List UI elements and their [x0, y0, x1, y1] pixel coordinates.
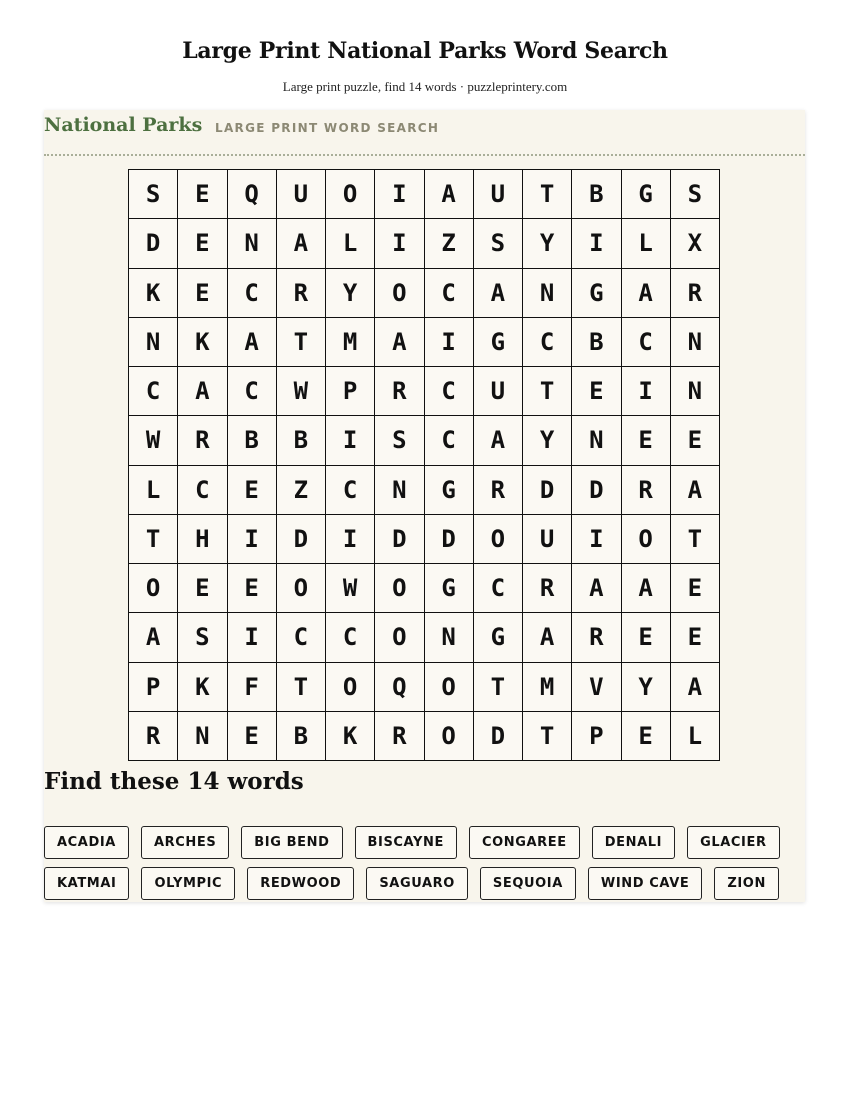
- grid-cell[interactable]: T: [523, 712, 572, 761]
- grid-cell[interactable]: G: [425, 466, 474, 515]
- grid-cell[interactable]: P: [572, 712, 621, 761]
- grid-cell[interactable]: A: [277, 219, 326, 268]
- grid-cell[interactable]: L: [129, 466, 178, 515]
- grid-cell[interactable]: E: [228, 466, 277, 515]
- grid-cell[interactable]: D: [572, 466, 621, 515]
- card-header: [44, 110, 805, 156]
- grid-cell[interactable]: B: [572, 170, 621, 219]
- grid-cell[interactable]: A: [523, 613, 572, 662]
- grid-cell[interactable]: R: [474, 466, 523, 515]
- grid-cell[interactable]: C: [474, 564, 523, 613]
- grid-cell[interactable]: O: [129, 564, 178, 613]
- grid-cell[interactable]: I: [228, 613, 277, 662]
- grid-cell[interactable]: T: [129, 515, 178, 564]
- grid-cell[interactable]: R: [178, 416, 227, 465]
- grid-cell[interactable]: Y: [326, 269, 375, 318]
- grid-cell[interactable]: S: [671, 170, 720, 219]
- word-chip: KATMAI: [44, 867, 129, 900]
- page-subtitle: Large print puzzle, find 14 words · puzzleprintery.com: [282, 79, 568, 94]
- grid-cell[interactable]: K: [129, 269, 178, 318]
- word-chip: WIND CAVE: [588, 867, 702, 900]
- word-row: [44, 867, 805, 900]
- grid-cell[interactable]: S: [178, 613, 227, 662]
- word-chip: REDWOOD: [247, 867, 354, 900]
- grid-cell[interactable]: P: [326, 367, 375, 416]
- grid-cell[interactable]: C: [228, 367, 277, 416]
- grid-cell[interactable]: E: [671, 564, 720, 613]
- grid-cell[interactable]: R: [129, 712, 178, 761]
- grid-cell[interactable]: L: [622, 219, 671, 268]
- word-chip: DENALI: [592, 826, 675, 859]
- grid-cell[interactable]: K: [326, 712, 375, 761]
- grid-cell[interactable]: I: [326, 416, 375, 465]
- grid-cell[interactable]: Z: [277, 466, 326, 515]
- grid-cell[interactable]: D: [375, 515, 424, 564]
- grid-cell[interactable]: I: [425, 318, 474, 367]
- grid-cell[interactable]: A: [474, 269, 523, 318]
- grid-cell[interactable]: G: [474, 318, 523, 367]
- grid-cell[interactable]: N: [178, 712, 227, 761]
- grid-cell[interactable]: N: [523, 269, 572, 318]
- grid-cell[interactable]: C: [129, 367, 178, 416]
- grid-cell[interactable]: C: [178, 466, 227, 515]
- grid-cell[interactable]: G: [622, 170, 671, 219]
- grid-cell[interactable]: G: [425, 564, 474, 613]
- grid-cell[interactable]: T: [523, 367, 572, 416]
- grid-cell[interactable]: I: [375, 219, 424, 268]
- grid-cell[interactable]: B: [277, 712, 326, 761]
- grid-cell[interactable]: A: [622, 269, 671, 318]
- grid-cell[interactable]: O: [326, 663, 375, 712]
- grid-cell[interactable]: O: [375, 613, 424, 662]
- grid-cell[interactable]: N: [129, 318, 178, 367]
- grid-cell[interactable]: O: [622, 515, 671, 564]
- page-title: Large Print National Parks Word Search: [182, 38, 668, 64]
- grid-cell[interactable]: N: [572, 416, 621, 465]
- grid-cell[interactable]: E: [622, 712, 671, 761]
- grid-cell[interactable]: X: [671, 219, 720, 268]
- grid-cell[interactable]: E: [622, 416, 671, 465]
- word-row: [44, 826, 805, 859]
- grid-cell[interactable]: W: [326, 564, 375, 613]
- grid-cell[interactable]: G: [572, 269, 621, 318]
- grid-cell[interactable]: S: [375, 416, 424, 465]
- grid-cell[interactable]: D: [523, 466, 572, 515]
- grid-cell[interactable]: A: [375, 318, 424, 367]
- grid-cell[interactable]: E: [178, 269, 227, 318]
- grid-cell[interactable]: A: [474, 416, 523, 465]
- grid-cell[interactable]: T: [474, 663, 523, 712]
- grid-cell[interactable]: C: [622, 318, 671, 367]
- word-chip: SEQUOIA: [480, 867, 576, 900]
- grid-cell[interactable]: E: [178, 219, 227, 268]
- grid-cell[interactable]: R: [671, 269, 720, 318]
- grid-cell[interactable]: U: [474, 170, 523, 219]
- grid-cell[interactable]: F: [228, 663, 277, 712]
- grid-cell[interactable]: M: [523, 663, 572, 712]
- grid-cell[interactable]: C: [277, 613, 326, 662]
- grid-cell[interactable]: I: [622, 367, 671, 416]
- grid-cell[interactable]: A: [671, 663, 720, 712]
- grid-cell[interactable]: S: [129, 170, 178, 219]
- puzzle-card: [44, 110, 805, 902]
- grid-cell[interactable]: T: [277, 663, 326, 712]
- grid-cell[interactable]: Z: [425, 219, 474, 268]
- grid-cell[interactable]: Q: [228, 170, 277, 219]
- grid-cell[interactable]: N: [671, 367, 720, 416]
- word-chip: BIG BEND: [241, 826, 342, 859]
- grid-cell[interactable]: O: [277, 564, 326, 613]
- grid-cell[interactable]: W: [277, 367, 326, 416]
- grid-cell[interactable]: A: [572, 564, 621, 613]
- grid-cell[interactable]: T: [523, 170, 572, 219]
- word-chip: SAGUARO: [366, 867, 468, 900]
- grid-cell[interactable]: R: [523, 564, 572, 613]
- grid-cell[interactable]: K: [178, 318, 227, 367]
- grid-cell[interactable]: I: [572, 219, 621, 268]
- word-chip: CONGAREE: [469, 826, 580, 859]
- grid-cell[interactable]: C: [425, 416, 474, 465]
- grid-cell[interactable]: N: [375, 466, 424, 515]
- grid-cell[interactable]: E: [671, 613, 720, 662]
- grid-cell[interactable]: E: [572, 367, 621, 416]
- grid-cell[interactable]: C: [228, 269, 277, 318]
- word-chip: ZION: [714, 867, 779, 900]
- word-chip: ARCHES: [141, 826, 229, 859]
- grid-cell[interactable]: A: [622, 564, 671, 613]
- grid-cell[interactable]: D: [474, 712, 523, 761]
- grid-cell[interactable]: M: [326, 318, 375, 367]
- grid-cell[interactable]: R: [375, 367, 424, 416]
- grid-cell[interactable]: C: [425, 269, 474, 318]
- grid-cell[interactable]: H: [178, 515, 227, 564]
- grid-cell[interactable]: O: [326, 170, 375, 219]
- word-chip: GLACIER: [687, 826, 779, 859]
- grid-cell[interactable]: I: [572, 515, 621, 564]
- word-chip: OLYMPIC: [141, 867, 235, 900]
- grid-cell[interactable]: A: [425, 170, 474, 219]
- grid-cell[interactable]: V: [572, 663, 621, 712]
- grid-cell[interactable]: U: [523, 515, 572, 564]
- grid-cell[interactable]: R: [277, 269, 326, 318]
- grid-cell[interactable]: O: [375, 564, 424, 613]
- grid-cell[interactable]: D: [129, 219, 178, 268]
- grid-cell[interactable]: D: [277, 515, 326, 564]
- grid-cell[interactable]: A: [228, 318, 277, 367]
- grid-cell[interactable]: C: [326, 613, 375, 662]
- grid-cell[interactable]: B: [277, 416, 326, 465]
- grid-cell[interactable]: O: [425, 663, 474, 712]
- grid-cell[interactable]: D: [425, 515, 474, 564]
- grid-cell[interactable]: C: [523, 318, 572, 367]
- grid-cell[interactable]: O: [375, 269, 424, 318]
- grid-cell[interactable]: N: [671, 318, 720, 367]
- grid-cell[interactable]: E: [622, 613, 671, 662]
- grid-cell[interactable]: R: [572, 613, 621, 662]
- grid-cell[interactable]: T: [671, 515, 720, 564]
- grid-cell[interactable]: T: [277, 318, 326, 367]
- grid-cell[interactable]: E: [178, 170, 227, 219]
- grid-cell[interactable]: W: [129, 416, 178, 465]
- grid-cell[interactable]: R: [622, 466, 671, 515]
- grid-cell[interactable]: I: [228, 515, 277, 564]
- grid-cell[interactable]: O: [474, 515, 523, 564]
- grid-cell[interactable]: E: [671, 416, 720, 465]
- theme-tag: LARGE PRINT WORD SEARCH: [215, 121, 440, 135]
- grid-cell[interactable]: K: [178, 663, 227, 712]
- grid-cell[interactable]: U: [474, 367, 523, 416]
- grid-cell[interactable]: Y: [523, 219, 572, 268]
- grid-cell[interactable]: E: [178, 564, 227, 613]
- letter-grid[interactable]: [128, 169, 720, 761]
- theme-title: National Parks: [44, 114, 203, 136]
- grid-cell[interactable]: Y: [523, 416, 572, 465]
- grid-cell[interactable]: I: [326, 515, 375, 564]
- grid-cell[interactable]: C: [425, 367, 474, 416]
- grid-cell[interactable]: B: [228, 416, 277, 465]
- word-list: [44, 826, 805, 908]
- grid-cell[interactable]: N: [425, 613, 474, 662]
- grid-cell[interactable]: A: [129, 613, 178, 662]
- grid-cell[interactable]: N: [228, 219, 277, 268]
- grid-cell[interactable]: B: [572, 318, 621, 367]
- grid-cell[interactable]: A: [178, 367, 227, 416]
- grid-cell[interactable]: G: [474, 613, 523, 662]
- grid-cell[interactable]: I: [375, 170, 424, 219]
- grid-cell[interactable]: Q: [375, 663, 424, 712]
- word-chip: BISCAYNE: [355, 826, 457, 859]
- grid-cell[interactable]: L: [326, 219, 375, 268]
- grid-cell[interactable]: S: [474, 219, 523, 268]
- grid-cell[interactable]: C: [326, 466, 375, 515]
- word-chip: ACADIA: [44, 826, 129, 859]
- grid-cell[interactable]: P: [129, 663, 178, 712]
- grid-cell[interactable]: U: [277, 170, 326, 219]
- grid-cell[interactable]: L: [671, 712, 720, 761]
- grid-cell[interactable]: E: [228, 712, 277, 761]
- grid-cell[interactable]: Y: [622, 663, 671, 712]
- words-heading: Find these 14 words: [44, 768, 304, 795]
- grid-cell[interactable]: O: [425, 712, 474, 761]
- grid-cell[interactable]: E: [228, 564, 277, 613]
- grid-cell[interactable]: A: [671, 466, 720, 515]
- grid-cell[interactable]: R: [375, 712, 424, 761]
